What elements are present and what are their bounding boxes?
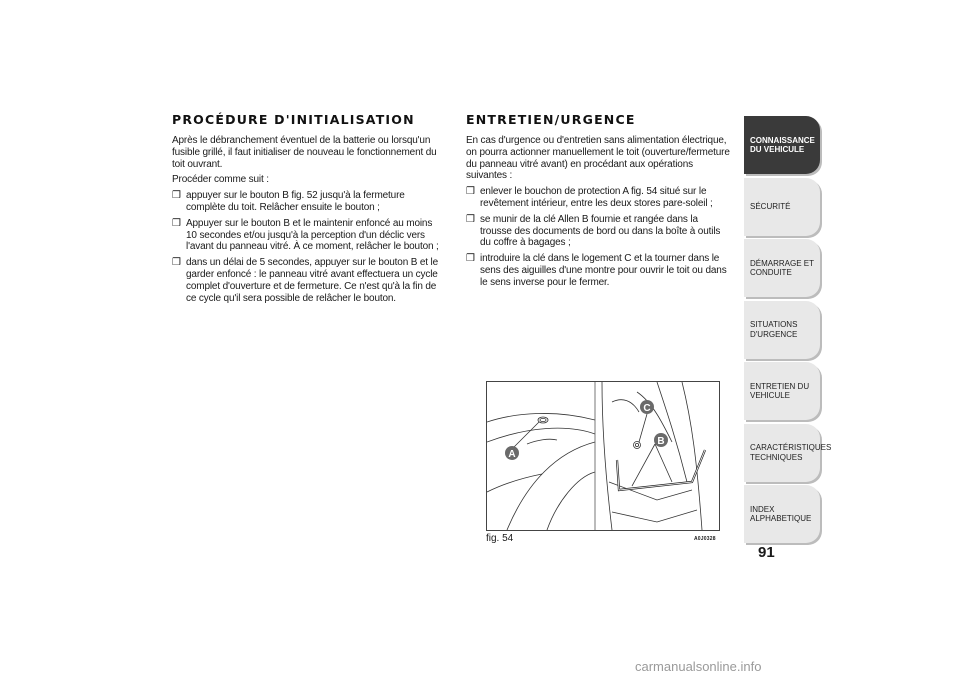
tab-situations-d-urgence[interactable] [744, 301, 820, 359]
bullet-list [466, 186, 732, 288]
bullet-list [172, 190, 444, 304]
page-number: 91 [758, 544, 775, 561]
label-a-text: A [508, 449, 516, 460]
left-column [172, 112, 444, 308]
checkbox-bullet-icon: ❒ [466, 213, 475, 225]
paragraph-intro: En cas d'urgence ou d'entretien sans alimentation électrique, on pourra actionner manuellement le toit (ouverture/fermeture du panneau vitré avant) en procédant aux opérations suivantes : [466, 135, 730, 182]
tab-index-alphabetique[interactable] [744, 485, 820, 543]
list-item-text: se munir de la clé Allen B fournie et rangée dans la trousse des documents de bord ou dans la boîte à outils du coffre à bagages ; [480, 213, 721, 249]
list-item-text: Appuyer sur le bouton B et le maintenir enfoncé au moins 10 secondes et/ou jusqu'à la perception d'un déclic vers l'avant du panneau vitré. À ce moment, relâcher le bouton ; [186, 217, 439, 253]
tab-label: ENTRETIEN DU VEHICULE [750, 381, 810, 400]
figure-caption: fig. 54 [486, 533, 514, 544]
roof-illustration [487, 382, 719, 530]
watermark-text[interactable]: carmanualsonline.info [635, 659, 762, 674]
tab-securite[interactable] [744, 178, 820, 236]
paragraph-procede: Procéder comme suit : [172, 174, 269, 186]
list-item [172, 257, 444, 304]
list-item [172, 190, 444, 214]
figure-54-illustration [486, 381, 720, 531]
tab-label: SÉCURITÉ [750, 201, 791, 211]
chapter-tabs [744, 116, 832, 547]
list-item [466, 214, 732, 249]
list-item-text: dans un délai de 5 secondes, appuyer sur le bouton B et le garder enfoncé : le panneau vitré avant effectuera un cycle complet d'ouverture et de fermeture. Ce n'est qu'à la fin de ce cycle qu'il sera possible de relâcher le bouton. [186, 257, 439, 304]
tab-caracteristiques-techniques[interactable] [744, 424, 832, 482]
label-c-text: C [643, 403, 651, 414]
checkbox-bullet-icon: ❒ [172, 190, 181, 202]
checkbox-bullet-icon: ❒ [466, 253, 475, 265]
list-item-text: enlever le bouchon de protection A fig. 54 situé sur le revêtement intérieur, entre les deux stores pare-soleil ; [480, 186, 713, 209]
label-b-marker [654, 433, 668, 447]
tab-label: DÉMARRAGE ET CONDUITE [750, 258, 814, 277]
section-heading-entretien: ENTRETIEN/URGENCE [466, 112, 636, 127]
list-item-text: appuyer sur le bouton B fig. 52 jusqu'à la fermeture complète du toit. Relâcher ensuite le bouton ; [186, 190, 405, 213]
list-item [172, 218, 444, 253]
right-column [466, 112, 732, 293]
figure-code: A0J0328 [694, 536, 716, 542]
tab-demarrage-et-conduite[interactable] [744, 239, 820, 297]
tab-label: INDEX ALPHABETIQUE [750, 504, 812, 523]
tab-label: CONNAISSANCE DU VEHICULE [750, 135, 815, 154]
tab-label: CARACTÉRISTIQUES TECHNIQUES [750, 443, 832, 462]
checkbox-bullet-icon: ❒ [172, 217, 181, 229]
list-item [466, 253, 732, 288]
tab-connaissance-du-vehicule[interactable] [744, 116, 820, 174]
tab-entretien-du-vehicule[interactable] [744, 362, 820, 420]
checkbox-bullet-icon: ❒ [172, 257, 181, 269]
checkbox-bullet-icon: ❒ [466, 186, 475, 198]
section-heading-initialisation: PROCÉDURE D'INITIALISATION [172, 112, 415, 127]
list-item [466, 186, 732, 210]
label-c-marker [640, 400, 654, 414]
tab-label: SITUATIONS D'URGENCE [750, 320, 798, 339]
label-a-marker [505, 446, 519, 460]
label-b-text: B [657, 436, 665, 447]
list-item-text: introduire la clé dans le logement C et la tourner dans le sens des aiguilles d'une montre pour ouvrir le toit ou dans le sens inverse pour le fermer. [480, 253, 727, 288]
paragraph-intro: Après le débranchement éventuel de la batterie ou lorsqu'un fusible grillé, il faut initialiser de nouveau le fonctionnement du toit ouvrant. [172, 135, 437, 170]
